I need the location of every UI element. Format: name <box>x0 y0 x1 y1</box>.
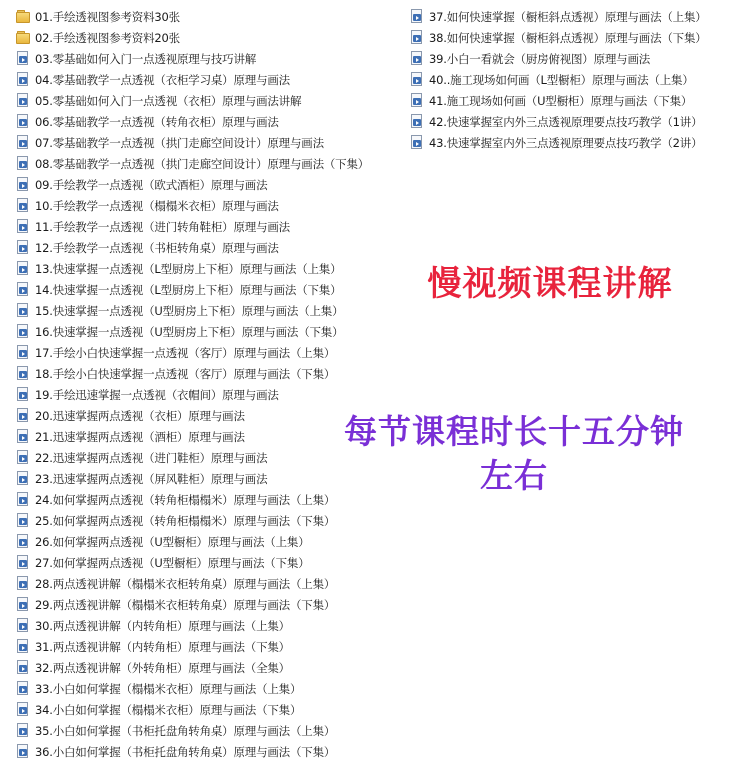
video-file-icon <box>16 618 31 633</box>
item-label: 04.零基础教学一点透视（衣柜学习桌）原理与画法 <box>35 72 290 87</box>
file-item[interactable] <box>16 678 396 699</box>
item-label: 24.如何掌握两点透视（转角柜榻榻米）原理与画法（上集） <box>35 492 336 507</box>
video-file-icon <box>410 135 425 150</box>
file-item[interactable] <box>16 573 396 594</box>
video-file-icon <box>16 303 31 318</box>
video-file-icon <box>16 471 31 486</box>
file-item[interactable] <box>16 237 396 258</box>
file-item[interactable] <box>410 27 746 48</box>
file-item[interactable] <box>16 342 396 363</box>
video-file-icon <box>16 93 31 108</box>
video-file-icon <box>16 408 31 423</box>
item-label: 14.快速掌握一点透视（L型厨房上下柜）原理与画法（下集） <box>35 282 342 297</box>
video-file-icon <box>16 534 31 549</box>
file-item[interactable] <box>16 720 396 741</box>
file-item[interactable] <box>410 111 746 132</box>
file-item[interactable] <box>16 741 396 762</box>
file-item[interactable] <box>16 321 396 342</box>
item-label: 30.两点透视讲解（内转角柜）原理与画法（上集） <box>35 618 290 633</box>
video-file-icon <box>16 366 31 381</box>
item-label: 10.手绘教学一点透视（榻榻米衣柜）原理与画法 <box>35 198 279 213</box>
video-file-icon <box>410 9 425 24</box>
file-item[interactable] <box>16 636 396 657</box>
file-item[interactable] <box>410 48 746 69</box>
item-label: 40..施工现场如何画（L型橱柜）原理与画法（上集） <box>429 72 694 87</box>
item-label: 35.小白如何掌握（书柜托盘角转角桌）原理与画法（上集） <box>35 723 336 738</box>
duration-caption-line2: 左右 <box>480 456 548 495</box>
video-file-icon <box>16 723 31 738</box>
file-item[interactable] <box>16 174 396 195</box>
file-item[interactable] <box>410 90 746 111</box>
file-item[interactable] <box>16 48 396 69</box>
item-label: 43.快速掌握室内外三点透视原理要点技巧教学（2讲） <box>429 135 703 150</box>
item-label: 34.小白如何掌握（榻榻米衣柜）原理与画法（下集） <box>35 702 302 717</box>
video-file-icon <box>16 576 31 591</box>
file-item[interactable] <box>16 216 396 237</box>
file-item[interactable] <box>16 258 396 279</box>
item-label: 36.小白如何掌握（书柜托盘角转角桌）原理与画法（下集） <box>35 744 336 759</box>
video-file-icon <box>16 240 31 255</box>
file-item[interactable] <box>16 510 396 531</box>
file-item[interactable] <box>16 300 396 321</box>
item-label: 28.两点透视讲解（榻榻米衣柜转角桌）原理与画法（上集） <box>35 576 336 591</box>
item-label: 39.小白一看就会（厨房俯视图）原理与画法 <box>429 51 651 66</box>
video-file-icon <box>410 51 425 66</box>
file-list-left <box>16 6 396 762</box>
file-item[interactable] <box>16 594 396 615</box>
item-label: 15.快速掌握一点透视（U型厨房上下柜）原理与画法（上集） <box>35 303 344 318</box>
item-label: 16.快速掌握一点透视（U型厨房上下柜）原理与画法（下集） <box>35 324 344 339</box>
file-item[interactable] <box>16 69 396 90</box>
item-label: 08.零基础教学一点透视（拱门走廊空间设计）原理与画法（下集） <box>35 156 370 171</box>
item-label: 25.如何掌握两点透视（转角柜榻榻米）原理与画法（下集） <box>35 513 336 528</box>
item-label: 33.小白如何掌握（榻榻米衣柜）原理与画法（上集） <box>35 681 302 696</box>
video-file-icon <box>16 135 31 150</box>
video-file-icon <box>16 177 31 192</box>
duration-caption-line1: 每节课程时长十五分钟 <box>344 412 684 451</box>
file-list-right <box>410 6 746 153</box>
file-item[interactable] <box>16 111 396 132</box>
item-label: 38.如何快速掌握（橱柜斜点透视）原理与画法（下集） <box>429 30 707 45</box>
item-label: 17.手绘小白快速掌握一点透视（客厅）原理与画法（上集） <box>35 345 336 360</box>
video-file-icon <box>410 114 425 129</box>
video-file-icon <box>16 660 31 675</box>
item-label: 31.两点透视讲解（内转角柜）原理与画法（下集） <box>35 639 290 654</box>
item-label: 42.快速掌握室内外三点透视原理要点技巧教学（1讲） <box>429 114 703 129</box>
video-file-icon <box>16 639 31 654</box>
file-item[interactable] <box>16 615 396 636</box>
file-item[interactable] <box>16 384 396 405</box>
item-label: 41.施工现场如何画（U型橱柜）原理与画法（下集） <box>429 93 693 108</box>
file-item[interactable] <box>16 90 396 111</box>
item-label: 06.零基础教学一点透视（转角衣柜）原理与画法 <box>35 114 279 129</box>
video-file-icon <box>16 387 31 402</box>
file-item[interactable] <box>16 552 396 573</box>
item-label: 13.快速掌握一点透视（L型厨房上下柜）原理与画法（上集） <box>35 261 342 276</box>
video-file-icon <box>16 345 31 360</box>
folder-item[interactable] <box>16 6 396 27</box>
video-file-icon <box>16 597 31 612</box>
video-file-icon <box>410 93 425 108</box>
item-label: 19.手绘迅速掌握一点透视（衣帽间）原理与画法 <box>35 387 279 402</box>
item-label: 01.手绘透视图参考资料30张 <box>35 9 180 24</box>
folder-item[interactable] <box>16 27 396 48</box>
item-label: 09.手绘教学一点透视（欧式酒柜）原理与画法 <box>35 177 268 192</box>
item-label: 22.迅速掌握两点透视（进门鞋柜）原理与画法 <box>35 450 268 465</box>
video-file-icon <box>16 261 31 276</box>
duration-caption <box>318 410 710 498</box>
video-file-icon <box>16 51 31 66</box>
file-item[interactable] <box>16 363 396 384</box>
video-file-icon <box>16 198 31 213</box>
item-label: 02.手绘透视图参考资料20张 <box>35 30 180 45</box>
file-item[interactable] <box>16 153 396 174</box>
video-file-icon <box>16 702 31 717</box>
file-item[interactable] <box>16 195 396 216</box>
file-item[interactable] <box>410 132 746 153</box>
folder-icon <box>16 30 31 45</box>
item-label: 21.迅速掌握两点透视（酒柜）原理与画法 <box>35 429 245 444</box>
file-item[interactable] <box>16 279 396 300</box>
item-label: 05.零基础如何入门一点透视（衣柜）原理与画法讲解 <box>35 93 302 108</box>
item-label: 37.如何快速掌握（橱柜斜点透视）原理与画法（上集） <box>429 9 707 24</box>
file-item[interactable] <box>16 699 396 720</box>
video-file-icon <box>16 114 31 129</box>
video-file-icon <box>16 156 31 171</box>
file-item[interactable] <box>16 657 396 678</box>
item-label: 29.两点透视讲解（榻榻米衣柜转角桌）原理与画法（下集） <box>35 597 336 612</box>
file-item[interactable] <box>410 6 746 27</box>
item-label: 27.如何掌握两点透视（U型橱柜）原理与画法（下集） <box>35 555 310 570</box>
video-file-icon <box>16 492 31 507</box>
video-file-icon <box>410 30 425 45</box>
video-file-icon <box>16 513 31 528</box>
item-label: 07.零基础教学一点透视（拱门走廊空间设计）原理与画法 <box>35 135 324 150</box>
item-label: 23.迅速掌握两点透视（屏风鞋柜）原理与画法 <box>35 471 268 486</box>
video-file-icon <box>16 450 31 465</box>
video-file-icon <box>16 681 31 696</box>
video-file-icon <box>16 744 31 759</box>
file-item[interactable] <box>410 69 746 90</box>
video-file-icon <box>16 555 31 570</box>
item-label: 03.零基础如何入门一点透视原理与技巧讲解 <box>35 51 257 66</box>
video-file-icon <box>16 282 31 297</box>
item-label: 11.手绘教学一点透视（进门转角鞋柜）原理与画法 <box>35 219 290 234</box>
file-item[interactable] <box>16 132 396 153</box>
item-label: 20.迅速掌握两点透视（衣柜）原理与画法 <box>35 408 245 423</box>
folder-icon <box>16 9 31 24</box>
item-label: 32.两点透视讲解（外转角柜）原理与画法（全集） <box>35 660 290 675</box>
item-label: 18.手绘小白快速掌握一点透视（客厅）原理与画法（下集） <box>35 366 336 381</box>
video-file-icon <box>16 324 31 339</box>
slow-video-caption: 慢视频课程讲解 <box>427 264 673 304</box>
video-file-icon <box>16 429 31 444</box>
video-file-icon <box>410 72 425 87</box>
item-label: 26.如何掌握两点透视（U型橱柜）原理与画法（上集） <box>35 534 310 549</box>
file-item[interactable] <box>16 531 396 552</box>
video-file-icon <box>16 72 31 87</box>
video-file-icon <box>16 219 31 234</box>
item-label: 12.手绘教学一点透视（书柜转角桌）原理与画法 <box>35 240 279 255</box>
